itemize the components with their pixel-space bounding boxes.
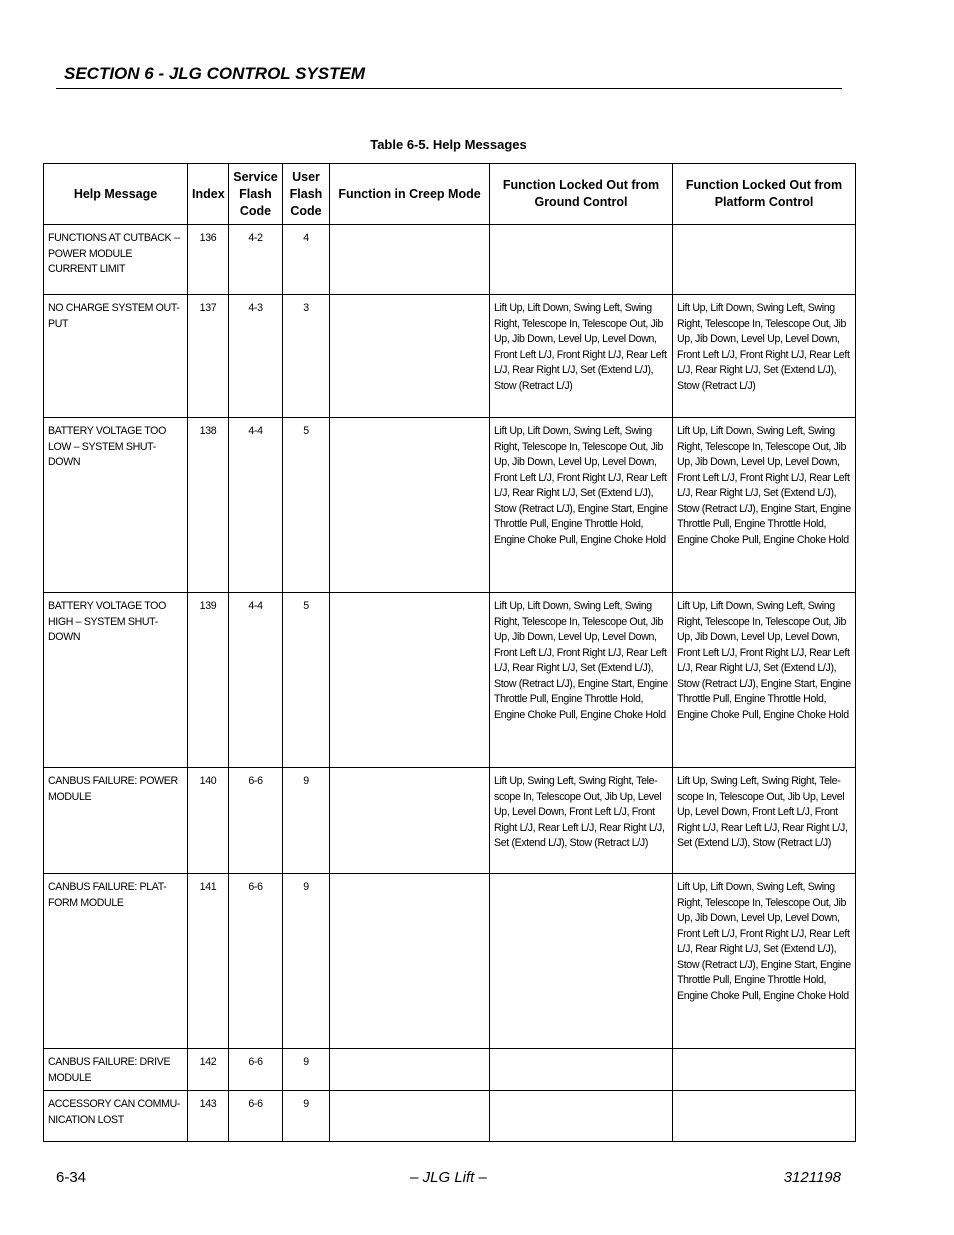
col-header-help-message: Help Message (44, 164, 188, 225)
table-row (44, 593, 856, 768)
platform-control-cell (673, 1091, 856, 1142)
help-message-cell: ACCESSORY CAN COMMU- NICATION LOST (44, 1091, 188, 1142)
creep-mode-cell (330, 593, 490, 768)
ground-control-cell: Lift Up, Lift Down, Swing Left, Swing Right, Telescope In, Telescope Out, Jib Up, Jib Down, Level Up, Level Down, Front Left L/J, Front Right L/J, Rear Left L/J, Rear Right L/J, Set (Extend L/J), Stow (Retract L/J), Engine Start, Engine Throttle Pull, Engine Throttle Hold, Engine Choke Pull, Engine Choke Hold (490, 593, 673, 768)
help-message-cell: CANBUS FAILURE: PLAT- FORM MODULE (44, 874, 188, 1049)
index-cell: 136 (188, 225, 229, 295)
table-row (44, 768, 856, 874)
table-header-row (44, 164, 856, 225)
service-flash-code-cell: 6-6 (229, 768, 283, 874)
help-message-cell: CANBUS FAILURE: POWER MODULE (44, 768, 188, 874)
creep-mode-cell (330, 225, 490, 295)
ground-control-cell (490, 1049, 673, 1091)
platform-control-cell: Lift Up, Lift Down, Swing Left, Swing Right, Telescope In, Telescope Out, Jib Up, Jib Down, Level Up, Level Down, Front Left L/J, Front Right L/J, Rear Left L/J, Rear Right L/J, Set (Extend L/J), Stow (Retract L/J), Engine Start, Engine Throttle Pull, Engine Throttle Hold, Engine Choke Pull, Engine Choke Hold (673, 593, 856, 768)
table-row (44, 225, 856, 295)
ground-control-cell (490, 874, 673, 1049)
page-number: 6-34 (56, 1169, 87, 1186)
service-flash-code-cell: 6-6 (229, 1049, 283, 1091)
user-flash-code-cell: 9 (283, 768, 330, 874)
help-messages-table (43, 163, 856, 1142)
index-cell: 141 (188, 874, 229, 1049)
platform-control-cell: Lift Up, Lift Down, Swing Left, Swing Right, Telescope In, Telescope Out, Jib Up, Jib Down, Level Up, Level Down, Front Left L/J, Front Right L/J, Rear Left L/J, Rear Right L/J, Set (Extend L/J), Stow (Retract L/J) (673, 295, 856, 418)
user-flash-code-cell: 3 (283, 295, 330, 418)
ground-control-cell: Lift Up, Swing Left, Swing Right, Tele- scope In, Telescope Out, Jib Up, Level Up, Level Down, Front Left L/J, Front Right L/J, Rear Left L/J, Rear Right L/J, Set (Extend L/J), Stow (Retract L/J) (490, 768, 673, 874)
col-header-index: Index (188, 164, 229, 225)
user-flash-code-cell: 5 (283, 593, 330, 768)
header-rule (56, 88, 842, 89)
creep-mode-cell (330, 1049, 490, 1091)
table-row (44, 1049, 856, 1091)
ground-control-cell: Lift Up, Lift Down, Swing Left, Swing Right, Telescope In, Telescope Out, Jib Up, Jib Down, Level Up, Level Down, Front Left L/J, Front Right L/J, Rear Left L/J, Rear Right L/J, Set (Extend L/J), Stow (Retract L/J) (490, 295, 673, 418)
service-flash-code-cell: 4-4 (229, 418, 283, 593)
platform-control-cell: Lift Up, Lift Down, Swing Left, Swing Right, Telescope In, Telescope Out, Jib Up, Jib Down, Level Up, Level Down, Front Left L/J, Front Right L/J, Rear Left L/J, Rear Right L/J, Set (Extend L/J), Stow (Retract L/J), Engine Start, Engine Throttle Pull, Engine Throttle Hold, Engine Choke Pull, Engine Choke Hold (673, 418, 856, 593)
col-header-user-flash-code: User Flash Code (283, 164, 330, 225)
user-flash-code-cell: 4 (283, 225, 330, 295)
document-number: 3121198 (783, 1169, 841, 1186)
service-flash-code-cell: 6-6 (229, 1091, 283, 1142)
creep-mode-cell (330, 295, 490, 418)
user-flash-code-cell: 5 (283, 418, 330, 593)
index-cell: 139 (188, 593, 229, 768)
help-message-cell: BATTERY VOLTAGE TOO HIGH – SYSTEM SHUT- DOWN (44, 593, 188, 768)
index-cell: 142 (188, 1049, 229, 1091)
ground-control-cell (490, 1091, 673, 1142)
platform-control-cell: Lift Up, Lift Down, Swing Left, Swing Right, Telescope In, Telescope Out, Jib Up, Jib Down, Level Up, Level Down, Front Left L/J, Front Right L/J, Rear Left L/J, Rear Right L/J, Set (Extend L/J), Stow (Retract L/J), Engine Start, Engine Throttle Pull, Engine Throttle Hold, Engine Choke Pull, Engine Choke Hold (673, 874, 856, 1049)
col-header-service-flash-code: Service Flash Code (229, 164, 283, 225)
creep-mode-cell (330, 768, 490, 874)
col-header-platform-control: Function Locked Out from Platform Control (673, 164, 856, 225)
user-flash-code-cell: 9 (283, 1049, 330, 1091)
service-flash-code-cell: 6-6 (229, 874, 283, 1049)
ground-control-cell: Lift Up, Lift Down, Swing Left, Swing Right, Telescope In, Telescope Out, Jib Up, Jib Down, Level Up, Level Down, Front Left L/J, Front Right L/J, Rear Left L/J, Rear Right L/J, Set (Extend L/J), Stow (Retract L/J), Engine Start, Engine Throttle Pull, Engine Throttle Hold, Engine Choke Pull, Engine Choke Hold (490, 418, 673, 593)
table-row (44, 418, 856, 593)
service-flash-code-cell: 4-4 (229, 593, 283, 768)
col-header-ground-control: Function Locked Out from Ground Control (490, 164, 673, 225)
index-cell: 137 (188, 295, 229, 418)
help-message-cell: BATTERY VOLTAGE TOO LOW – SYSTEM SHUT- DOWN (44, 418, 188, 593)
col-header-creep-mode: Function in Creep Mode (330, 164, 490, 225)
index-cell: 140 (188, 768, 229, 874)
service-flash-code-cell: 4-2 (229, 225, 283, 295)
creep-mode-cell (330, 874, 490, 1049)
index-cell: 143 (188, 1091, 229, 1142)
platform-control-cell (673, 1049, 856, 1091)
platform-control-cell: Lift Up, Swing Left, Swing Right, Tele- scope In, Telescope Out, Jib Up, Level Up, Level Down, Front Left L/J, Front Right L/J, Rear Left L/J, Rear Right L/J, Set (Extend L/J), Stow (Retract L/J) (673, 768, 856, 874)
table-row (44, 1091, 856, 1142)
index-cell: 138 (188, 418, 229, 593)
table-row (44, 295, 856, 418)
help-message-cell: CANBUS FAILURE: DRIVE MODULE (44, 1049, 188, 1091)
service-flash-code-cell: 4-3 (229, 295, 283, 418)
user-flash-code-cell: 9 (283, 874, 330, 1049)
creep-mode-cell (330, 418, 490, 593)
creep-mode-cell (330, 1091, 490, 1142)
table-title: Table 6-5. Help Messages (370, 137, 527, 152)
user-flash-code-cell: 9 (283, 1091, 330, 1142)
footer-brand: – JLG Lift – (410, 1169, 487, 1186)
section-header: SECTION 6 - JLG CONTROL SYSTEM (64, 64, 365, 83)
platform-control-cell (673, 225, 856, 295)
help-message-cell: FUNCTIONS AT CUTBACK -- POWER MODULE CURRENT LIMIT (44, 225, 188, 295)
ground-control-cell (490, 225, 673, 295)
table-row (44, 874, 856, 1049)
help-message-cell: NO CHARGE SYSTEM OUT- PUT (44, 295, 188, 418)
